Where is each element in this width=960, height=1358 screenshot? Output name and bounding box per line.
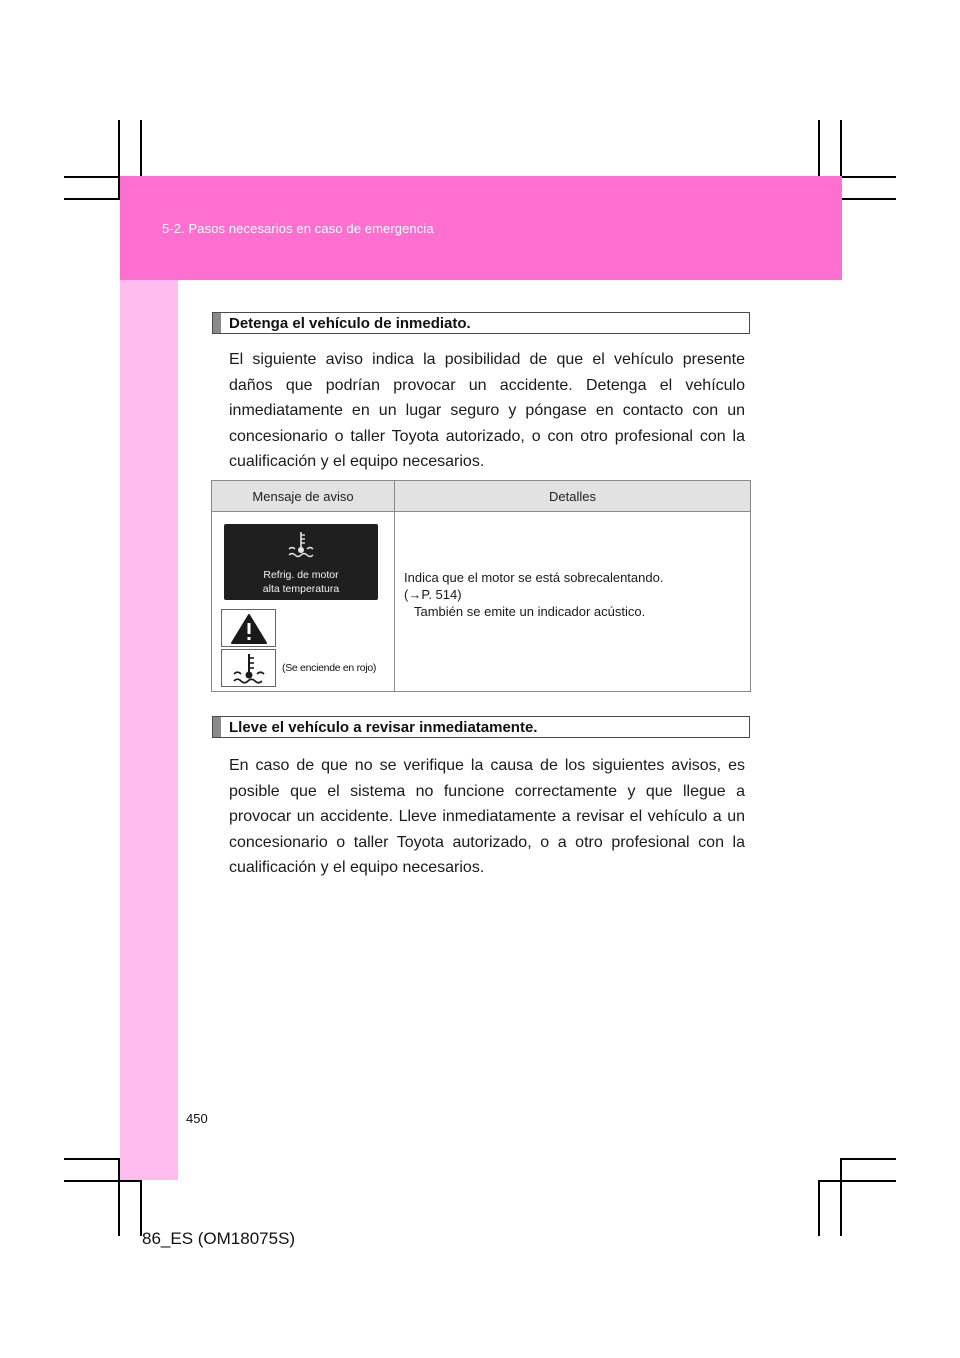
table-header-message: Mensaje de aviso	[212, 481, 395, 512]
table-header-row	[212, 481, 751, 512]
crop-mark	[840, 1158, 842, 1236]
paragraph-stop-vehicle: El siguiente aviso indica la posibilidad de que el vehículo presente daños que podrían provocar un accidente. Detenga el vehículo inmediatamente en un lugar seguro y póngase en contacto con un concesionario o taller Toyota autorizado, o con otro profesional con la cualificación y el equipo necesarios.	[229, 351, 745, 470]
master-warning-lamp	[221, 609, 276, 647]
heading-accent-bar	[213, 717, 221, 737]
heading-text: Lleve el vehículo a revisar inmediatamente.	[229, 719, 538, 736]
table-header-details: Detalles	[395, 481, 751, 512]
table-row	[212, 512, 751, 692]
crop-mark	[818, 1180, 896, 1182]
section-title: 5-2. Pasos necesarios en caso de emergencia	[162, 221, 434, 236]
side-margin-band	[120, 280, 178, 1180]
display-message-line1: Refrig. de motor	[263, 569, 339, 581]
document-code: 86_ES (OM18075S)	[142, 1229, 296, 1248]
paragraph-inspect-vehicle: En caso de que no se verifique la causa de los siguientes avisos, es posible que el sistema no funcione correctamente y que llegue a provocar un accidente. Lleve inmediatamente a revisar el vehículo a un concesionario o taller Toyota autorizado, o a otro profesional con la cualificación y el equipo necesarios.	[229, 757, 745, 876]
warning-message-cell	[212, 512, 395, 692]
crop-mark	[64, 1180, 142, 1182]
details-line: También se emite un indicador acústico.	[414, 604, 646, 619]
details-line: Indica que el motor se está sobrecalentando.	[404, 570, 664, 585]
lamp-color-note: (Se enciende en rojo)	[282, 662, 377, 674]
page-reference: (→P. 514)	[404, 587, 462, 602]
warning-table	[211, 480, 751, 692]
display-message-line2: alta temperatura	[262, 583, 340, 595]
multi-info-display	[224, 524, 378, 600]
warning-details-cell	[395, 512, 751, 692]
crop-mark	[818, 1180, 820, 1236]
crop-mark	[840, 1158, 896, 1160]
coolant-temperature-icon	[286, 530, 316, 558]
heading-stop-vehicle	[212, 312, 750, 334]
heading-text: Detenga el vehículo de inmediato.	[229, 315, 471, 332]
coolant-temperature-icon	[231, 652, 267, 685]
page-number: 450	[186, 1111, 208, 1126]
crop-mark	[140, 1180, 142, 1236]
coolant-warning-lamp	[221, 649, 276, 687]
details-text	[396, 513, 749, 620]
heading-inspect-vehicle	[212, 716, 750, 738]
heading-accent-bar	[213, 313, 221, 333]
warning-triangle-icon	[230, 613, 268, 645]
